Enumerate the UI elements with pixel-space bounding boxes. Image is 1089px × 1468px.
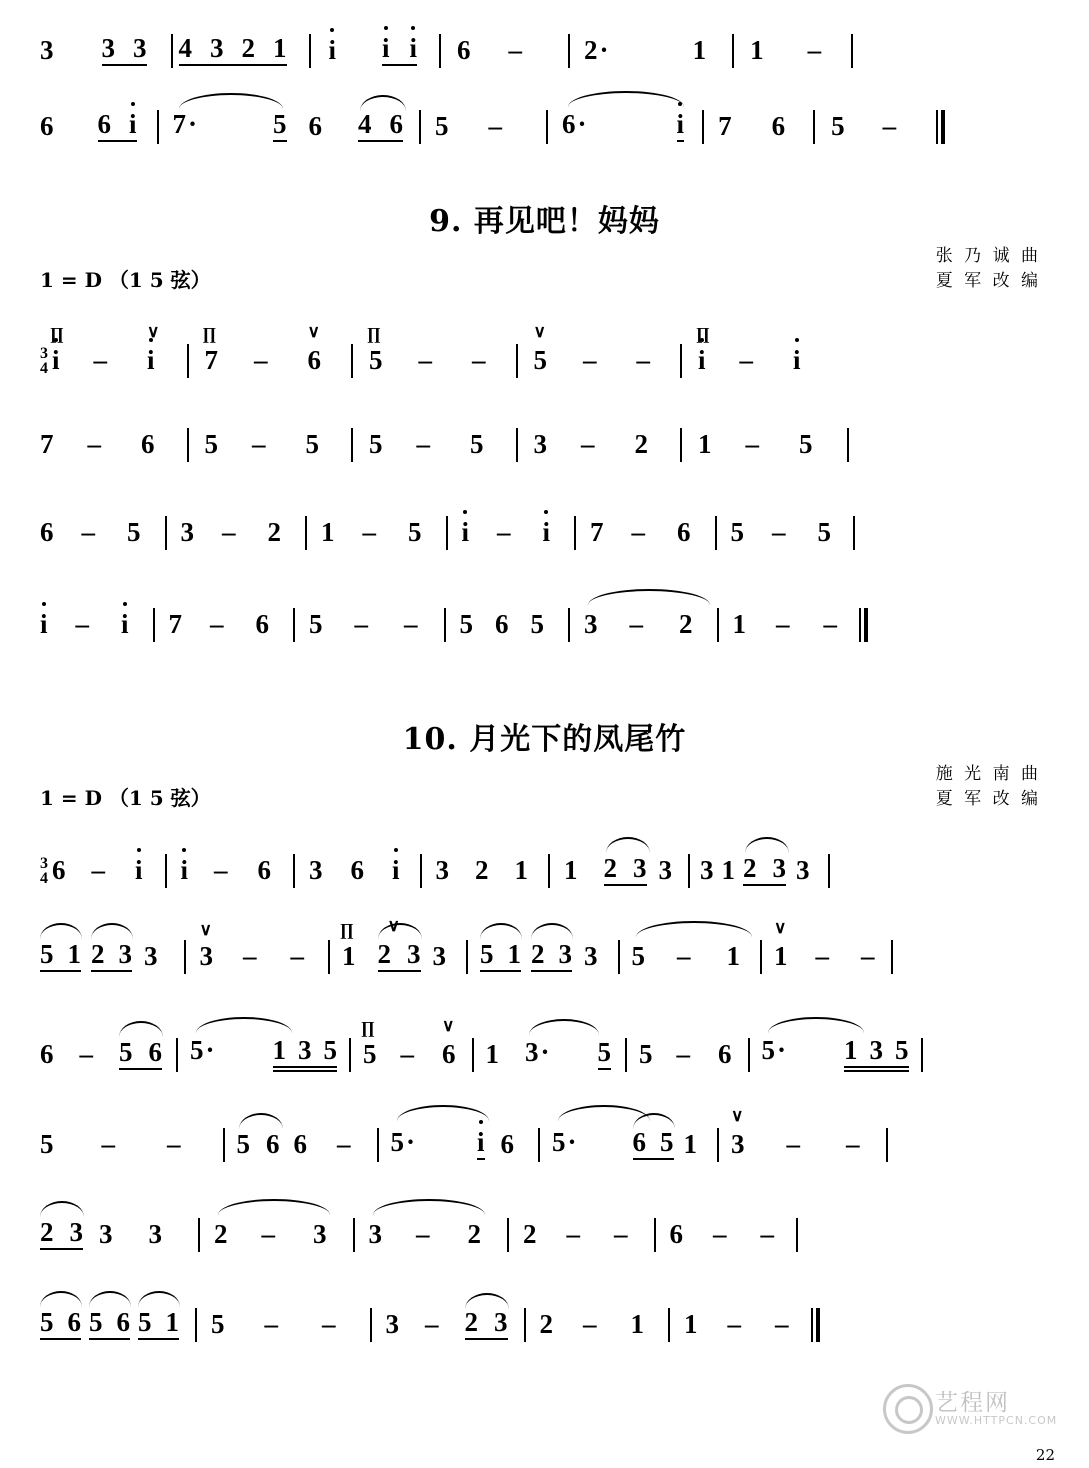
note: i xyxy=(793,344,801,375)
note-beam: 4 3 2 1 xyxy=(179,35,287,66)
note: 3 xyxy=(584,940,598,971)
note: i xyxy=(328,34,337,65)
note-beam: 2 3 xyxy=(743,855,786,886)
note: 5 xyxy=(204,428,218,459)
dash: – xyxy=(739,344,754,375)
slur xyxy=(40,1201,84,1217)
note: 1 xyxy=(564,854,578,885)
note: i xyxy=(121,608,129,639)
dash: – xyxy=(264,1308,278,1339)
note: 3 xyxy=(432,940,446,971)
dash: – xyxy=(631,516,646,547)
arranger-credit: 夏 军 改 编 xyxy=(935,788,1041,809)
dash: – xyxy=(583,344,597,375)
arranger-credit: 夏 军 改 编 xyxy=(935,270,1041,291)
note: 6 xyxy=(457,34,471,65)
note: 3 xyxy=(99,1218,113,1249)
dash: – xyxy=(418,344,433,375)
note: 6 xyxy=(669,1218,683,1249)
dash: – xyxy=(167,1128,181,1159)
note: i xyxy=(52,344,60,375)
song-title: 10. 月光下的凤尾竹 xyxy=(402,722,687,757)
key-signature: 1 = D （1 5 弦） xyxy=(40,268,211,292)
song-10-header xyxy=(0,764,1089,828)
note: 3 xyxy=(199,940,213,971)
staff-line xyxy=(0,828,1089,918)
note: i xyxy=(135,854,143,885)
dash: – xyxy=(210,608,224,639)
note: 2 xyxy=(475,854,489,885)
note: 3 xyxy=(533,428,547,459)
note: i xyxy=(180,854,189,885)
dash: – xyxy=(807,34,822,65)
dash: – xyxy=(815,940,829,971)
dash: – xyxy=(727,1308,741,1339)
note: 6 xyxy=(771,110,786,141)
note-beam: 2 3 xyxy=(604,855,647,886)
bow-mark-pull xyxy=(534,323,546,340)
note: 7 xyxy=(40,428,54,459)
song-10-title-block xyxy=(0,714,1089,784)
dash: – xyxy=(75,608,90,639)
watermark-url: WWW.HTTPCN.COM xyxy=(935,1414,1058,1427)
note: i xyxy=(392,854,400,885)
song-9-header xyxy=(0,246,1089,312)
note: 6 xyxy=(40,110,54,141)
dash: – xyxy=(290,940,304,971)
dash: – xyxy=(775,1308,789,1339)
note: i xyxy=(40,608,48,639)
note: 3 xyxy=(40,34,54,65)
note: 3 xyxy=(368,1218,382,1249)
note: 3 xyxy=(435,854,450,885)
dash: – xyxy=(222,516,236,547)
slur xyxy=(218,1199,330,1215)
note-beam: 2 3 xyxy=(91,941,132,972)
note: 1 xyxy=(732,608,747,639)
note: 6 xyxy=(308,110,323,141)
note: 5 · xyxy=(190,1037,215,1064)
note: 2 xyxy=(634,428,648,459)
slur xyxy=(397,1105,489,1121)
note: 6 xyxy=(500,1128,515,1159)
bow-mark-pull xyxy=(774,919,786,936)
dash: – xyxy=(629,608,644,639)
slur xyxy=(480,923,522,939)
note: 3 xyxy=(796,854,810,885)
watermark xyxy=(883,1382,1073,1440)
bow-mark-push xyxy=(367,325,381,342)
note: 3 xyxy=(584,608,598,639)
dash: – xyxy=(243,940,257,971)
bow-mark-push xyxy=(340,921,354,938)
dash: – xyxy=(404,608,418,639)
note: i xyxy=(677,111,685,142)
page-number: 22 xyxy=(1035,1446,1055,1464)
note: 1 xyxy=(630,1308,644,1339)
note: 5 xyxy=(211,1308,225,1339)
note: 5 xyxy=(631,940,645,971)
note: 6 xyxy=(350,854,365,885)
time-signature: 3 4 xyxy=(40,854,48,887)
staff-line xyxy=(0,1188,1089,1278)
dash: – xyxy=(636,344,651,375)
note-beam: 5 1 xyxy=(480,941,521,972)
staff-line xyxy=(0,496,1089,588)
note: 2 xyxy=(214,1218,228,1249)
note: i xyxy=(461,516,470,547)
dash: – xyxy=(583,1308,597,1339)
note: 3 xyxy=(309,854,323,885)
note: 2 xyxy=(467,1218,481,1249)
slur xyxy=(768,1017,864,1033)
note: 6 xyxy=(52,854,66,885)
note: 6 xyxy=(442,1038,456,1069)
dash: – xyxy=(488,110,503,141)
note: i xyxy=(542,516,551,547)
slur xyxy=(531,923,573,939)
note: 3 xyxy=(731,1128,745,1159)
note: 3 xyxy=(180,516,194,547)
note: 6 xyxy=(266,1128,280,1159)
note: 1 xyxy=(684,1308,698,1339)
note: 1 xyxy=(698,428,712,459)
note: 5 xyxy=(309,608,323,639)
note: 1 xyxy=(514,854,529,885)
watermark-logo-icon xyxy=(883,1384,933,1434)
note: 5 xyxy=(831,110,845,141)
dash: – xyxy=(745,428,759,459)
bow-mark-pull xyxy=(442,1017,454,1034)
staff-line xyxy=(0,0,1089,70)
note-beam: 2 3 xyxy=(378,941,421,972)
note: 5 xyxy=(459,608,474,639)
note: 6 xyxy=(495,608,509,639)
slur xyxy=(196,1017,292,1033)
dash: – xyxy=(882,110,897,141)
staff-line xyxy=(0,404,1089,496)
note: 5 xyxy=(730,516,745,547)
note: 1 xyxy=(683,1128,698,1159)
note-beam: 5 1 xyxy=(40,941,81,972)
slur xyxy=(89,1291,131,1307)
bow-mark-push xyxy=(203,325,217,342)
note: 1 xyxy=(726,940,740,971)
dash: – xyxy=(425,1308,439,1339)
note: 6 xyxy=(255,608,270,639)
note-beam: 2 3 xyxy=(465,1309,508,1340)
note-beam: 1 3 5 xyxy=(273,1037,338,1072)
dash: – xyxy=(676,1038,691,1069)
note: 1 xyxy=(321,516,335,547)
note: 7 xyxy=(204,344,219,375)
dash: – xyxy=(581,428,595,459)
slur xyxy=(745,837,789,853)
note: 1 xyxy=(692,34,707,65)
note: 5 xyxy=(408,516,422,547)
note-beam: 6 i xyxy=(98,111,137,142)
note: 5 xyxy=(236,1128,250,1159)
note: 5 · xyxy=(762,1037,787,1064)
bow-mark-pull xyxy=(388,917,400,934)
dash: – xyxy=(786,1128,801,1159)
note: 2 xyxy=(679,608,693,639)
dash: – xyxy=(87,428,101,459)
note-beam: 2 3 xyxy=(40,1219,83,1250)
note: 5 xyxy=(530,608,545,639)
song-title: 9. 再见吧！妈妈 xyxy=(429,204,660,239)
note: 5 xyxy=(598,1039,612,1070)
note: 1 xyxy=(721,854,736,885)
slur xyxy=(636,921,752,937)
note: 3 xyxy=(144,940,158,971)
note: 5 xyxy=(273,111,287,142)
dash: – xyxy=(214,854,228,885)
dash: – xyxy=(261,1218,275,1249)
dash: – xyxy=(93,344,108,375)
note: i xyxy=(477,1129,485,1160)
note: 5 xyxy=(470,428,484,459)
dash: – xyxy=(472,344,486,375)
note: 6 xyxy=(307,344,322,375)
time-signature: 3 4 xyxy=(40,344,48,377)
note-beam: 3 3 xyxy=(102,35,147,66)
slur xyxy=(239,1113,283,1129)
slur xyxy=(138,1291,180,1307)
note: 1 xyxy=(485,1038,500,1069)
note: 5 xyxy=(533,344,548,375)
dash: – xyxy=(362,516,376,547)
dash: – xyxy=(776,608,790,639)
note: 2 · xyxy=(584,37,609,64)
staff-line xyxy=(0,588,1089,680)
note: 5 xyxy=(363,1038,377,1069)
dash: – xyxy=(823,608,838,639)
note: 5 · xyxy=(552,1129,577,1156)
note: 5 xyxy=(435,110,449,141)
note: 6 xyxy=(677,516,691,547)
note-beam: 5 6 xyxy=(119,1039,162,1070)
note: 2 xyxy=(523,1218,537,1249)
note: 1 xyxy=(342,940,356,971)
note: i xyxy=(147,344,155,375)
dash: – xyxy=(497,516,511,547)
note: 7 xyxy=(590,516,604,547)
note-beam: 2 3 xyxy=(531,941,572,972)
dash: – xyxy=(337,1128,351,1159)
dash: – xyxy=(508,34,523,65)
note: 3 xyxy=(658,854,673,885)
note: 5 · xyxy=(391,1129,416,1156)
slur xyxy=(40,923,82,939)
bow-mark-pull xyxy=(200,921,212,938)
note: 6 xyxy=(40,1038,54,1069)
dash: – xyxy=(79,1038,93,1069)
note: 2 xyxy=(267,516,281,547)
dash: – xyxy=(254,344,268,375)
note: 5 xyxy=(369,428,383,459)
slur xyxy=(373,1199,485,1215)
dash: – xyxy=(416,1218,430,1249)
dash: – xyxy=(91,854,105,885)
slur xyxy=(91,923,133,939)
note: 3 xyxy=(700,854,714,885)
bow-mark-pull xyxy=(731,1107,743,1124)
note-beam: 6 5 xyxy=(633,1129,674,1160)
note: 1 xyxy=(750,34,764,65)
note: 2 xyxy=(539,1308,553,1339)
note: 6 xyxy=(293,1128,307,1159)
song-9-title-block xyxy=(0,196,1089,266)
note: 5 xyxy=(127,516,141,547)
note-beam: i i xyxy=(382,35,417,66)
note: 5 xyxy=(799,428,813,459)
staff-line xyxy=(0,70,1089,150)
composer-credit: 张 乃 诚 曲 xyxy=(935,246,1041,266)
dash: – xyxy=(861,940,875,971)
staff-line xyxy=(0,1008,1089,1098)
note: 5 xyxy=(817,516,832,547)
slur xyxy=(568,91,684,107)
note: 3 xyxy=(148,1218,162,1249)
dash: – xyxy=(614,1218,628,1249)
note: 5 xyxy=(40,1128,54,1159)
note: 5 xyxy=(639,1038,653,1069)
slur xyxy=(179,93,283,109)
slur xyxy=(40,1291,82,1307)
note: 6 xyxy=(141,428,155,459)
note: 7 · xyxy=(173,111,198,138)
dash: – xyxy=(677,940,691,971)
dash: – xyxy=(416,428,430,459)
note: 3 xyxy=(385,1308,399,1339)
staff-line xyxy=(0,1278,1089,1368)
note: 6 xyxy=(257,854,272,885)
bow-mark-pull xyxy=(308,323,320,340)
note-beam: 5 6 xyxy=(89,1309,130,1340)
note: i xyxy=(698,344,706,375)
note-beam: 4 6 xyxy=(358,111,403,142)
slur xyxy=(529,1019,599,1035)
dash: – xyxy=(354,608,369,639)
note: 5 xyxy=(305,428,319,459)
dash: – xyxy=(81,516,95,547)
note: 3 xyxy=(313,1218,327,1249)
slur xyxy=(119,1021,163,1037)
dash: – xyxy=(566,1218,580,1249)
note: 6 xyxy=(40,516,54,547)
note-beam: 5 1 xyxy=(138,1309,179,1340)
dash: – xyxy=(760,1218,774,1249)
note-beam: 1 3 5 xyxy=(844,1037,909,1072)
note: 7 xyxy=(718,110,732,141)
note: 6 xyxy=(718,1038,732,1069)
staff-line xyxy=(0,1098,1089,1188)
dash: – xyxy=(846,1128,860,1159)
note: 7 xyxy=(168,608,183,639)
staff-line xyxy=(0,312,1089,404)
key-signature: 1 = D （1 5 弦） xyxy=(40,786,211,810)
watermark-text: 艺程网 xyxy=(935,1390,1010,1416)
bow-mark-push xyxy=(361,1019,375,1036)
dash: – xyxy=(713,1218,727,1249)
note-beam: 5 6 xyxy=(40,1309,81,1340)
dash: – xyxy=(322,1308,336,1339)
dash: – xyxy=(101,1128,115,1159)
note: 5 xyxy=(369,344,383,375)
slur xyxy=(588,589,710,605)
staff-line xyxy=(0,918,1089,1008)
composer-credit: 施 光 南 曲 xyxy=(935,764,1041,784)
slur xyxy=(606,837,650,853)
note: 1 xyxy=(774,940,788,971)
note: 3 · xyxy=(525,1039,550,1066)
dash: – xyxy=(400,1038,415,1069)
slur xyxy=(558,1105,650,1121)
dash: – xyxy=(252,428,266,459)
dash: – xyxy=(772,516,786,547)
note: 6 · xyxy=(562,111,587,138)
